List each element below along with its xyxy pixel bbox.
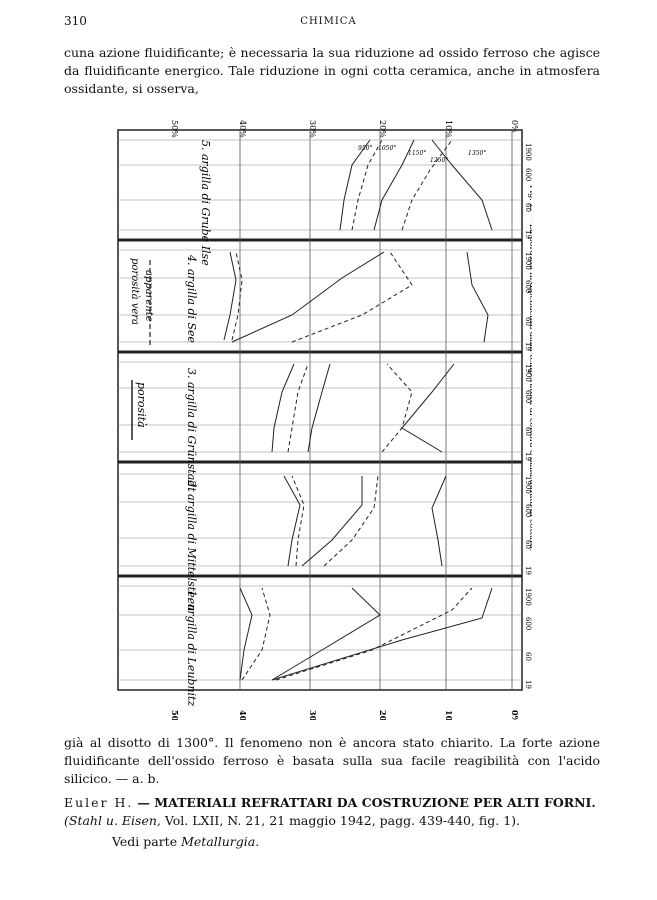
t-1900-p3: 1900 <box>524 364 532 382</box>
tick-top-20: 20% <box>378 120 387 138</box>
reference-author: Euler H. <box>64 795 134 810</box>
temp-1250-p5: 1250° <box>430 157 449 164</box>
curve-p4-1150 <box>232 252 384 342</box>
tick-bottom-40: 40% <box>238 710 248 720</box>
tick-top-40: 40% <box>238 120 247 138</box>
curve-p3-1050 <box>288 364 308 452</box>
panel-label-5: 5. argilla di Grube Ilse <box>199 140 212 266</box>
tick-bottom-20: 20% <box>378 710 388 720</box>
curve-p2-1350 <box>432 476 446 566</box>
paragraph-top <box>64 44 600 98</box>
temp-1050-p5: 1050° <box>378 145 397 152</box>
tick-top-0: 0% <box>510 120 519 133</box>
curves-panel-3 <box>272 364 454 452</box>
curve-p2-1050 <box>292 476 304 566</box>
top-ticks <box>170 120 519 138</box>
page-header <box>64 14 593 30</box>
running-title: CHIMICA <box>300 16 357 27</box>
curve-p1-1150 <box>272 588 380 680</box>
curve-p4-1350 <box>467 252 488 342</box>
t-600-p1: 600 <box>524 617 532 631</box>
panel-label-3: 3. argilla di Grünstadt <box>185 368 198 492</box>
curve-p1-1350 <box>272 588 492 680</box>
reference-entry <box>64 794 600 830</box>
t-60-p5: 60 <box>524 203 532 212</box>
tick-bottom-30: 30% <box>308 710 318 720</box>
curve-p1-1250 <box>276 588 472 680</box>
figure-frame <box>118 130 522 690</box>
temp-1350-p5: 1350° <box>468 150 487 157</box>
porosity-gridlines <box>240 130 512 690</box>
page-number: 310 <box>64 14 87 28</box>
t-1900-p2: 1900 <box>524 476 532 494</box>
reference-title: — MATERIALI REFRATTARI DA COSTRUZIONE PER ALTI FORNI. <box>137 795 596 810</box>
panel-label-2: 2. argilla di Mittelsteen <box>185 480 198 612</box>
legend-vera: porosità vera <box>129 258 140 326</box>
figure-svg <box>112 110 532 720</box>
tick-bottom-0: 0% <box>510 710 520 720</box>
tick-top-30: 30% <box>308 120 317 138</box>
t-600-p5: 600 <box>524 168 532 182</box>
see-also-prefix: Vedi parte <box>112 834 178 849</box>
t-19-p5: 19 <box>524 230 532 239</box>
see-also-target: Metallurgia. <box>181 834 260 849</box>
tick-top-10: 10% <box>444 120 453 138</box>
panel-label-4: 4. argilla di See <box>185 255 198 344</box>
t-1900-p5: 1900 <box>524 143 532 161</box>
panel-separators <box>118 240 522 576</box>
curves-panel-1 <box>240 588 492 680</box>
t-600-p4: 600 <box>524 280 532 294</box>
porosity-figure <box>112 110 532 720</box>
t-19-p4: 19 <box>524 342 532 351</box>
panel-labels <box>185 140 212 706</box>
t-600-p2: 600 <box>524 504 532 518</box>
curve-p2-1250 <box>324 476 378 566</box>
t-600-p3: 600 <box>524 390 532 404</box>
curves-panel-2 <box>284 476 446 566</box>
t-60-p2: 60 <box>524 540 532 549</box>
reference-source-italic: (Stahl u. Eisen, <box>64 813 161 828</box>
curve-p5-950 <box>340 140 373 230</box>
see-also <box>112 834 259 849</box>
legend-porosita: porosità <box>135 382 148 428</box>
temp-annotations <box>358 145 486 164</box>
t-1900-p1: 1900 <box>524 588 532 606</box>
tick-top-50: 50% <box>170 120 179 138</box>
curve-p1-950 <box>240 588 252 680</box>
tick-bottom-50: 50% <box>170 710 180 720</box>
reference-source-rest: Vol. LXII, N. 21, 21 maggio 1942, pagg. 439-440, fig. 1). <box>164 813 521 828</box>
legend <box>129 258 154 440</box>
bottom-ticks <box>170 710 520 720</box>
curve-p2-1150 <box>302 476 362 566</box>
temp-1150-p5: 1150° <box>408 150 427 157</box>
temp-950-p5: 950° <box>358 145 373 152</box>
t-19-p2: 19 <box>524 566 532 575</box>
t-19-p3: 19 <box>524 452 532 461</box>
curves-panel-4 <box>224 252 488 342</box>
curve-p3-1150 <box>308 364 330 452</box>
figure-caption: Fig. 2. La porosità in dipendenza dalla temperatura di cottura dalla durata di cottura. <box>528 185 532 552</box>
curve-p3-950 <box>272 364 294 452</box>
t-1900-p4: 1900 <box>524 252 532 270</box>
paragraph-top-text: cuna azione fluidificante; è necessaria la sua riduzione ad ossido ferroso che agisce da fluidificante energico. Tale riduzione in ogni cotta ceramica, anche in atmosfera ossidante, si osserva, <box>64 45 600 96</box>
t-19-p1: 19 <box>524 680 532 689</box>
paragraph-bottom-text: già al disotto di 1300°. Il fenomeno non è ancora stato chiarito. La forte azione fluidificante dell'ossido ferroso è basata sulla sua facile reagibilità con l'acido silicico. — a. b. <box>64 735 600 786</box>
tick-bottom-10: 10% <box>444 710 454 720</box>
paragraph-bottom <box>64 734 600 788</box>
panel-label-1: 1. argilla di Leubnitz <box>185 590 198 707</box>
curve-p4-950 <box>224 252 236 340</box>
legend-apparente: apparente <box>143 270 154 322</box>
t-60-p4: 60 <box>524 317 532 326</box>
t-60-p3: 60 <box>524 427 532 436</box>
t-60-p1: 60 <box>524 652 532 661</box>
curve-p3-1250 <box>382 364 412 452</box>
